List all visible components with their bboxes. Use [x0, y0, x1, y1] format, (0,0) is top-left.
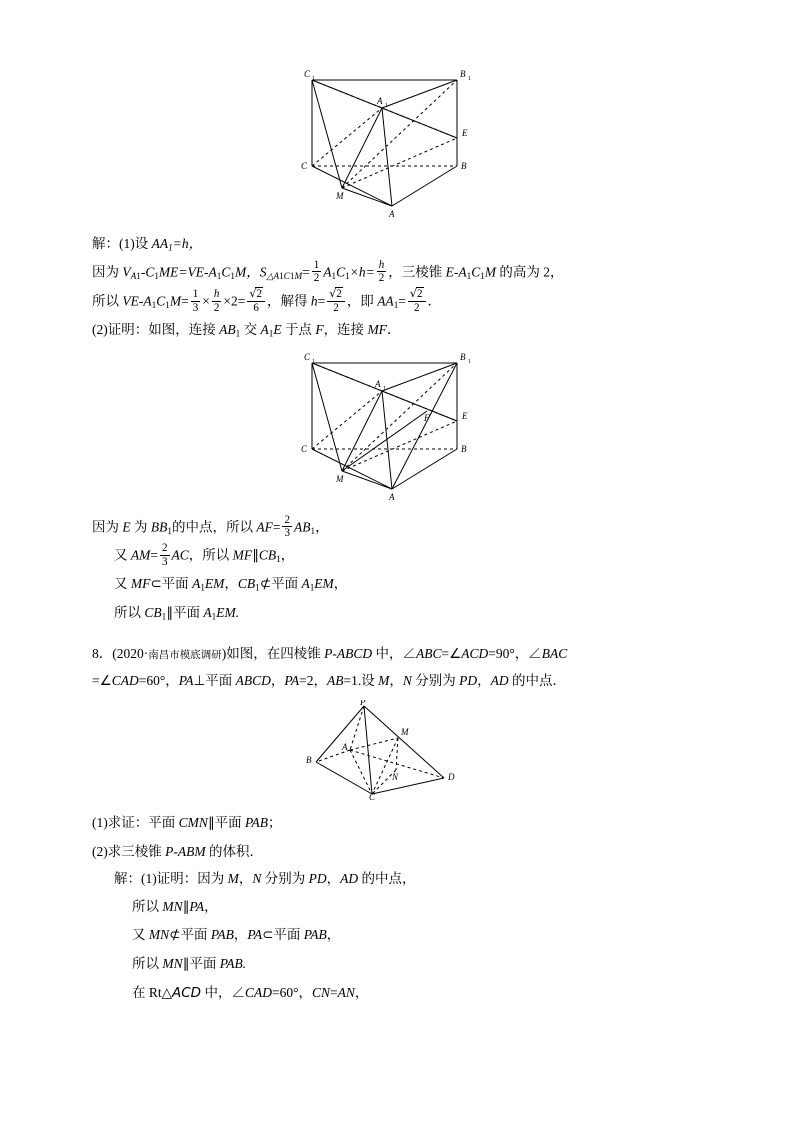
question-8-sub-2: (2)求三棱锥 P-ABM 的体积．	[92, 843, 263, 859]
svg-text:A: A	[377, 96, 383, 106]
solution-line-5: 因为 E 为 $BB_1$的中点，所以 AF= $\frac{2}{3}$ $AB_1$，	[92, 513, 329, 540]
svg-text:1: 1	[312, 76, 315, 82]
answer-8-line-3: 又 MN⊄平面 PAB，PA⊂平面 PAB，	[132, 927, 341, 944]
svg-text:E: E	[462, 410, 468, 421]
solution-line-8: 所以 $CB_1\parallel$平面 $A_1EM$.	[114, 604, 240, 622]
svg-text:1: 1	[468, 358, 471, 365]
triangular-prism-figure-2	[272, 349, 522, 504]
svg-text:M: M	[401, 726, 409, 737]
solution-line-7: 又 MF⊂平面 $A_1EM$，$CB_1⊄$平面 $A_1EM$，	[114, 576, 348, 593]
quadrilateral-pyramid-figure	[272, 700, 522, 800]
svg-text:C: C	[301, 161, 308, 171]
svg-text:1: 1	[385, 103, 388, 109]
solution-line-4: (2)证明：如图，连接 $AB_1$ 交 $A_1E$ 于点 F，连接 MF．	[92, 321, 401, 339]
figure-2-container	[92, 349, 702, 504]
svg-text:C: C	[304, 69, 311, 79]
triangular-prism-figure-1	[272, 66, 522, 221]
svg-text:B: B	[461, 443, 467, 454]
figure-3-container	[92, 700, 702, 800]
svg-text:N: N	[392, 771, 399, 782]
svg-text:1: 1	[468, 76, 471, 82]
svg-text:1: 1	[383, 385, 386, 392]
solution-line-2: 因为 $V_{A1}-C_1ME=VE-A_1C_1M$，$S_{\triangle A1C1M}=$ $\frac{1}{2}$ $A_1C_1\times h=$ $\frac{h}{2}$ ，三棱锥 $E-A_1C_1M$ 的高为 2，	[92, 259, 564, 285]
svg-text:M: M	[336, 191, 344, 201]
svg-text:B: B	[460, 69, 466, 79]
svg-text:F: F	[424, 412, 430, 423]
svg-text:M: M	[336, 473, 344, 484]
solution-line-1: 解：(1)设 $AA_1=h$，	[92, 236, 203, 253]
svg-text:A: A	[389, 491, 395, 502]
svg-text:A: A	[342, 741, 348, 752]
svg-text:B: B	[461, 161, 467, 171]
answer-8-line-4: 所以 MN∥平面 PAB.	[132, 956, 247, 973]
solution-line-6: 又 AM= $\frac{2}{3}$ AC，所以 $MF\parallel CB_1$，	[114, 542, 295, 568]
svg-text:E: E	[462, 128, 468, 138]
solution-line-3: 所以 $VE-A_1C_1M=$ $\frac{1}{3}$ × $\frac{h}{2}$ ×2= $\frac{√2}{6}$ ，解得 h= $\frac{√2}{2}$ ，即 $AA_1=$ $\frac{√2}{2}$ ．	[92, 287, 441, 314]
answer-8-line-5: 在 Rt△ACD 中，∠CAD=60°，CN=AN，	[132, 984, 369, 1001]
question-8-line-1: 8．(2020·南昌市模底调研)如图，在四棱锥 P-ABCD 中，∠ABC=∠ACD=90°，∠BAC	[92, 645, 568, 661]
question-8-sub-1: (1)求证：平面 CMN∥平面 PAB；	[92, 814, 282, 831]
svg-text:C: C	[304, 351, 311, 362]
svg-text:D: D	[448, 771, 455, 782]
svg-text:C: C	[301, 443, 308, 454]
svg-text:A: A	[375, 378, 381, 389]
svg-text:A: A	[389, 209, 395, 219]
svg-text:P: P	[360, 699, 366, 707]
svg-text:B: B	[460, 351, 466, 362]
svg-text:C: C	[369, 791, 376, 800]
answer-8-line-1: 解：(1)证明：因为 M，N 分别为 PD，AD 的中点，	[114, 871, 416, 887]
question-8-line-2: =∠CAD=60°，PA⊥平面 ABCD，PA=2，AB=1.设 M，N 分别为 PD，AD 的中点．	[92, 673, 567, 689]
figure-1-container	[92, 66, 702, 221]
answer-8-line-2: 所以 MN∥PA，	[132, 898, 218, 915]
svg-text:1: 1	[312, 358, 315, 365]
svg-text:B: B	[306, 754, 312, 765]
